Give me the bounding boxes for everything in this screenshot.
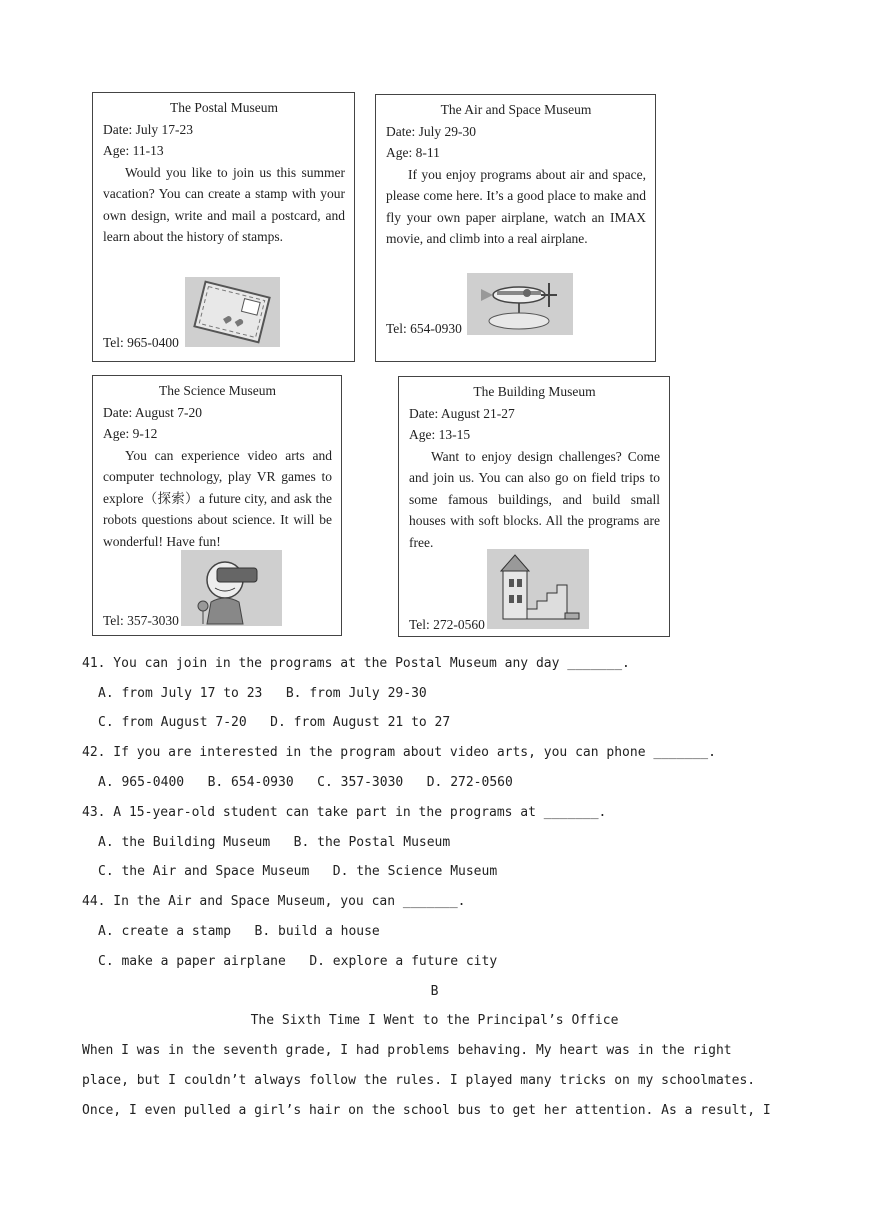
card-tel: Tel: 357-3030 [103, 613, 179, 628]
card-date: Date: August 21-27 [409, 405, 515, 421]
vr-kid-icon [181, 550, 282, 626]
science-museum-card [92, 375, 342, 636]
card-age: Age: 8-11 [386, 145, 440, 160]
airplane-icon [467, 273, 573, 335]
card-age: Age: 11-13 [103, 143, 164, 158]
card-title: The Science Museum [159, 383, 276, 398]
section-letter: B [430, 984, 439, 999]
building-blocks-icon [487, 549, 589, 629]
card-description: Would you like to join us this summer vacation? You can create a stamp with your own design, write and mail a postcard, and learn about the history of stamps. [103, 164, 345, 244]
question-41: 41. You can join in the programs at the Postal Museum any day _______. [82, 656, 630, 671]
question-41-options-cd: C. from August 7-20 D. from August 21 to 27 [98, 715, 451, 730]
passage-title: The Sixth Time I Went to the Principal’s Office [250, 1013, 619, 1028]
card-tel: Tel: 654-0930 [386, 321, 462, 336]
building-museum-card [398, 376, 670, 637]
postcard-stamp-icon [185, 277, 280, 347]
question-42: 42. If you are interested in the program about video arts, you can phone _______. [82, 745, 716, 760]
passage-line: place, but I couldn’t always follow the rules. I played many tricks on my schoolmates. [82, 1073, 756, 1088]
question-42-options: A. 965-0400 B. 654-0930 C. 357-3030 D. 272-0560 [98, 775, 513, 790]
card-title: The Air and Space Museum [440, 102, 592, 117]
question-43-options-cd: C. the Air and Space Museum D. the Science Museum [98, 864, 498, 879]
card-date: Date: August 7-20 [103, 404, 202, 420]
question-43-options-ab: A. the Building Museum B. the Postal Museum [98, 835, 451, 850]
passage-line: Once, I even pulled a girl’s hair on the school bus to get her attention. As a result, I [82, 1103, 771, 1118]
card-tel: Tel: 965-0400 [103, 335, 179, 350]
card-description: You can experience video arts and computer technology, play VR games to explore（探索）a future city, and ask the robots questions about science. It will be wonderful! Have fun! [103, 447, 332, 549]
card-title: The Building Museum [473, 384, 596, 399]
card-tel: Tel: 272-0560 [409, 617, 485, 632]
question-43: 43. A 15-year-old student can take part in the programs at _______. [82, 805, 607, 820]
question-41-options-ab: A. from July 17 to 23 B. from July 29-30 [98, 686, 427, 701]
question-44: 44. In the Air and Space Museum, you can _______. [82, 894, 466, 909]
card-title: The Postal Museum [170, 100, 278, 115]
card-date: Date: July 17-23 [103, 121, 193, 137]
card-age: Age: 13-15 [409, 427, 471, 442]
question-44-options-cd: C. make a paper airplane D. explore a future city [98, 954, 498, 969]
card-description: If you enjoy programs about air and space, please come here. It’s a good place to make and fly your own paper airplane, watch an IMAX movie, and climb into a real airplane. [386, 166, 646, 246]
passage-line: When I was in the seventh grade, I had problems behaving. My heart was in the right [82, 1043, 732, 1058]
card-age: Age: 9-12 [103, 426, 158, 441]
card-date: Date: July 29-30 [386, 123, 476, 139]
card-description: Want to enjoy design challenges? Come and join us. You can also go on field trips to some famous buildings, and build small houses with soft blocks. All the programs are free. [409, 448, 660, 550]
air-space-museum-card [375, 94, 656, 362]
question-44-options-ab: A. create a stamp B. build a house [98, 924, 380, 939]
postal-museum-card [92, 92, 355, 362]
